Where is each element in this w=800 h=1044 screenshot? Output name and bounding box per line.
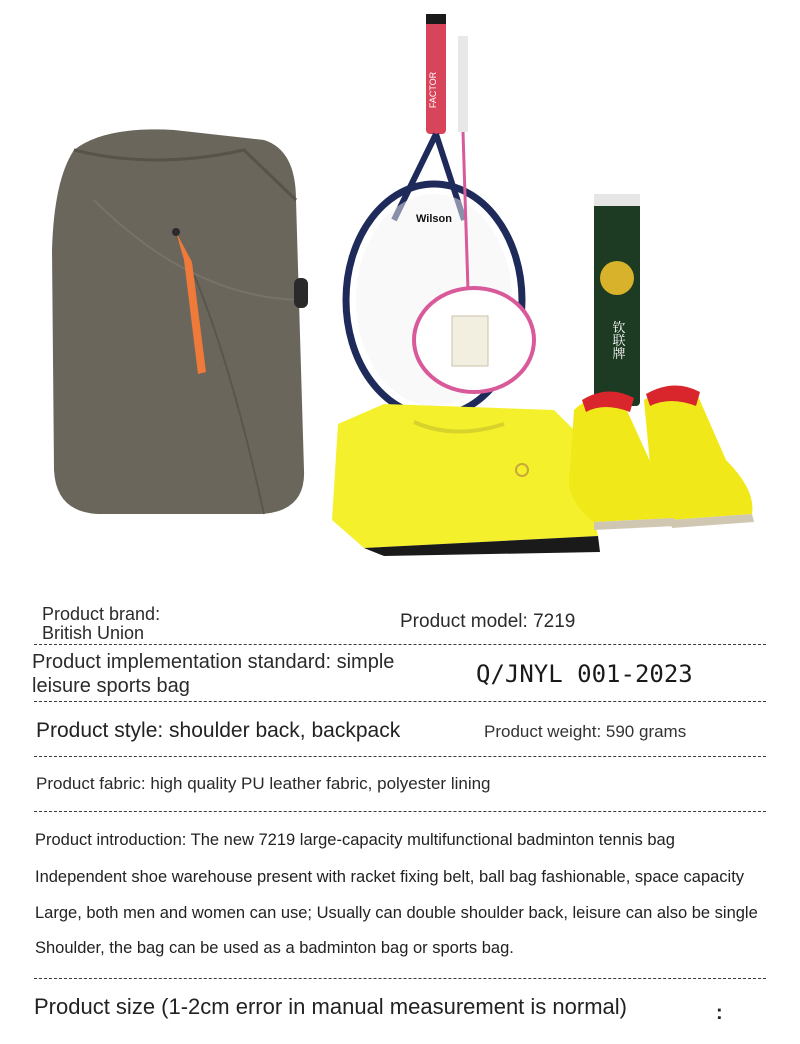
product-photo — [34, 0, 766, 598]
divider — [34, 811, 766, 812]
divider — [34, 644, 766, 645]
product-introduction-line: Shoulder, the bag can be used as a badminton bag or sports bag. — [35, 939, 514, 957]
divider — [34, 756, 766, 757]
product-introduction-line: Product introduction: The new 7219 large-capacity multifunctional badminton tennis bag — [35, 831, 675, 849]
product-introduction-line: Independent shoe warehouse present with racket fixing belt, ball bag fashionable, space capacity — [35, 868, 745, 886]
product-fabric: Product fabric: high quality PU leather fabric, polyester lining — [36, 774, 491, 793]
product-brand-label: Product brand: — [42, 604, 161, 624]
product-style: Product style: shoulder back, backpack — [36, 719, 401, 742]
backpack-image — [52, 129, 308, 514]
product-size: Product size (1-2cm error in manual measurement is normal) — [34, 994, 627, 1019]
svg-text:Wilson: Wilson — [416, 213, 452, 225]
product-introduction-line: Large, both men and women can use; Usually can double shoulder back, leisure can also be single — [35, 904, 758, 922]
svg-text:钦联牌: 钦联牌 — [609, 320, 625, 360]
divider — [34, 978, 766, 979]
svg-text:FACTOR: FACTOR — [428, 71, 438, 109]
shirt-image — [332, 404, 600, 556]
shuttlecock-tube-image — [594, 194, 640, 406]
product-size-colon: : — [716, 1002, 723, 1024]
product-brand-value: British Union — [42, 623, 145, 643]
product-implementation-standard: Product implementation standard: simple leisure sports bag — [32, 651, 395, 697]
divider — [34, 701, 766, 702]
product-model: Product model: 7219 — [400, 611, 576, 632]
product-weight: Product weight: 590 grams — [484, 722, 687, 741]
shoes-image — [569, 385, 754, 530]
standard-code: Q/JNYL 001-2023 — [476, 660, 693, 688]
